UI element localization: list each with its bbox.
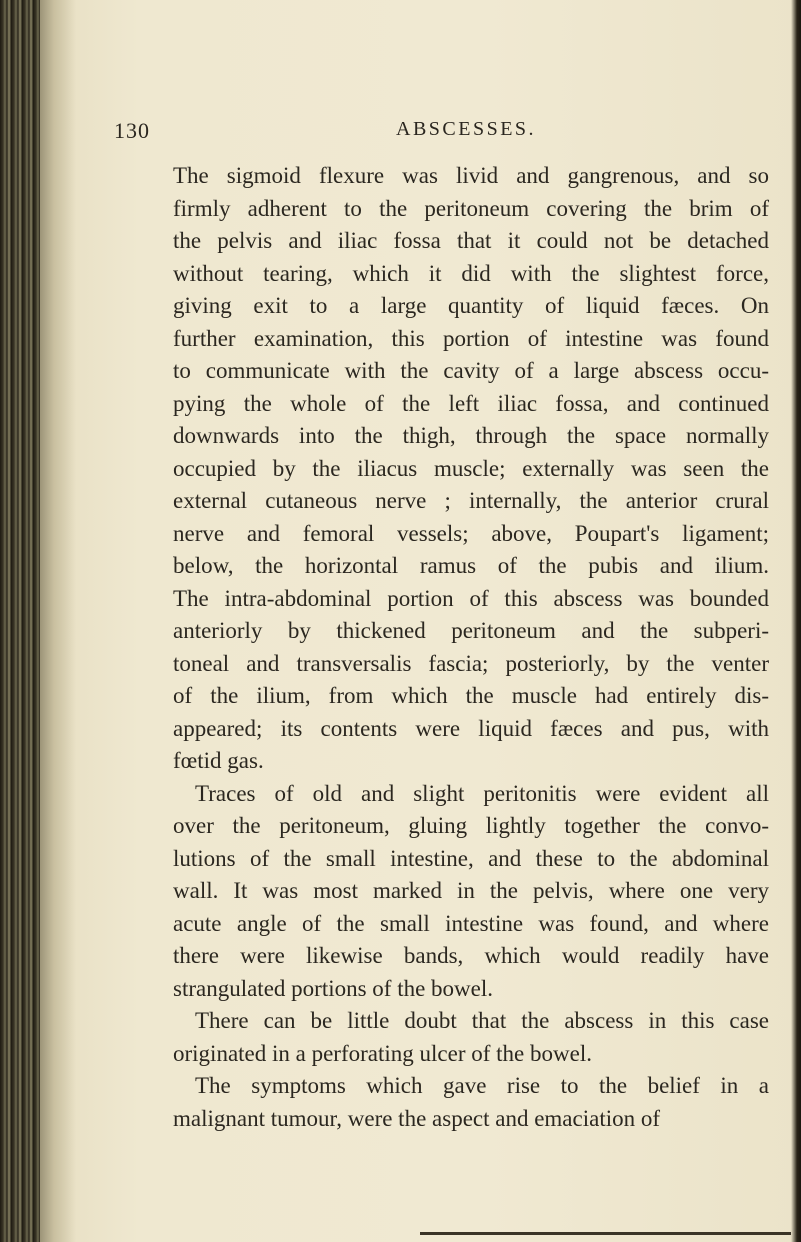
text-line: downwards into the thigh, through the space normally bbox=[173, 423, 769, 448]
text-line: malignant tumour, were the aspect and emaciation of bbox=[173, 1105, 661, 1131]
text-line: There can be little doubt that the abscess in this case bbox=[195, 1008, 769, 1033]
book-gutter bbox=[0, 0, 40, 1242]
gutter-shadow bbox=[40, 0, 76, 1242]
text-line: anteriorly by thickened peritoneum and the subperi- bbox=[173, 618, 769, 643]
page-edge bbox=[791, 0, 801, 1242]
paragraph bbox=[173, 160, 769, 778]
text-line: nerve and femoral vessels; above, Poupart's ligament; bbox=[173, 520, 769, 546]
text-line: occupied by the iliacus muscle; externally was seen the bbox=[173, 455, 769, 481]
text-line: the pelvis and iliac fossa that it could not be detached bbox=[173, 228, 769, 253]
text-line: originated in a perforating ulcer of the bowel. bbox=[173, 1040, 592, 1066]
text-line: The intra-abdominal portion of this abscess was bounded bbox=[173, 585, 769, 611]
text-line: acute angle of the small intestine was found, and where bbox=[173, 910, 769, 936]
text-line: lutions of the small intestine, and these to the abdominal bbox=[173, 845, 769, 871]
text-line: there were likewise bands, which would readily have bbox=[173, 943, 769, 968]
text-line: appeared; its contents were liquid fæces and pus, with bbox=[173, 715, 769, 741]
body-text bbox=[173, 160, 769, 1135]
text-line: over the peritoneum, gluing lightly together the convo- bbox=[173, 813, 769, 838]
text-line: The symptoms which gave rise to the belief in a bbox=[195, 1073, 769, 1098]
text-line: without tearing, which it did with the slightest force, bbox=[173, 260, 769, 286]
text-line: external cutaneous nerve ; internally, the anterior crural bbox=[173, 488, 769, 513]
text-line: Traces of old and slight peritonitis were evident all bbox=[195, 780, 769, 806]
text-line: of the ilium, from which the muscle had entirely dis- bbox=[173, 683, 769, 708]
text-line: The sigmoid flexure was livid and gangrenous, and so bbox=[173, 163, 769, 188]
page-number: 130 bbox=[114, 118, 150, 143]
text-line: below, the horizontal ramus of the pubis and ilium. bbox=[173, 553, 769, 578]
paragraph bbox=[173, 1070, 769, 1135]
paragraph bbox=[173, 1005, 769, 1070]
text-line: strangulated portions of the bowel. bbox=[173, 975, 494, 1001]
text-line: wall. It was most marked in the pelvis, where one very bbox=[173, 878, 769, 903]
text-line: fœtid gas. bbox=[173, 748, 264, 773]
page-header bbox=[0, 118, 801, 148]
text-line: toneal and transversalis fascia; posteriorly, by the venter bbox=[173, 650, 769, 676]
text-line: giving exit to a large quantity of liquid fæces. On bbox=[173, 293, 769, 318]
text-line: to communicate with the cavity of a large abscess occu- bbox=[173, 358, 769, 383]
page-bottom-edge bbox=[420, 1232, 791, 1235]
running-head: ABSCESSES. bbox=[396, 118, 537, 140]
text-line: pying the whole of the left iliac fossa, and continued bbox=[173, 390, 769, 416]
text-line: firmly adherent to the peritoneum covering the brim of bbox=[173, 195, 769, 221]
text-line: further examination, this portion of intestine was found bbox=[173, 325, 769, 351]
paragraph bbox=[173, 778, 769, 1006]
